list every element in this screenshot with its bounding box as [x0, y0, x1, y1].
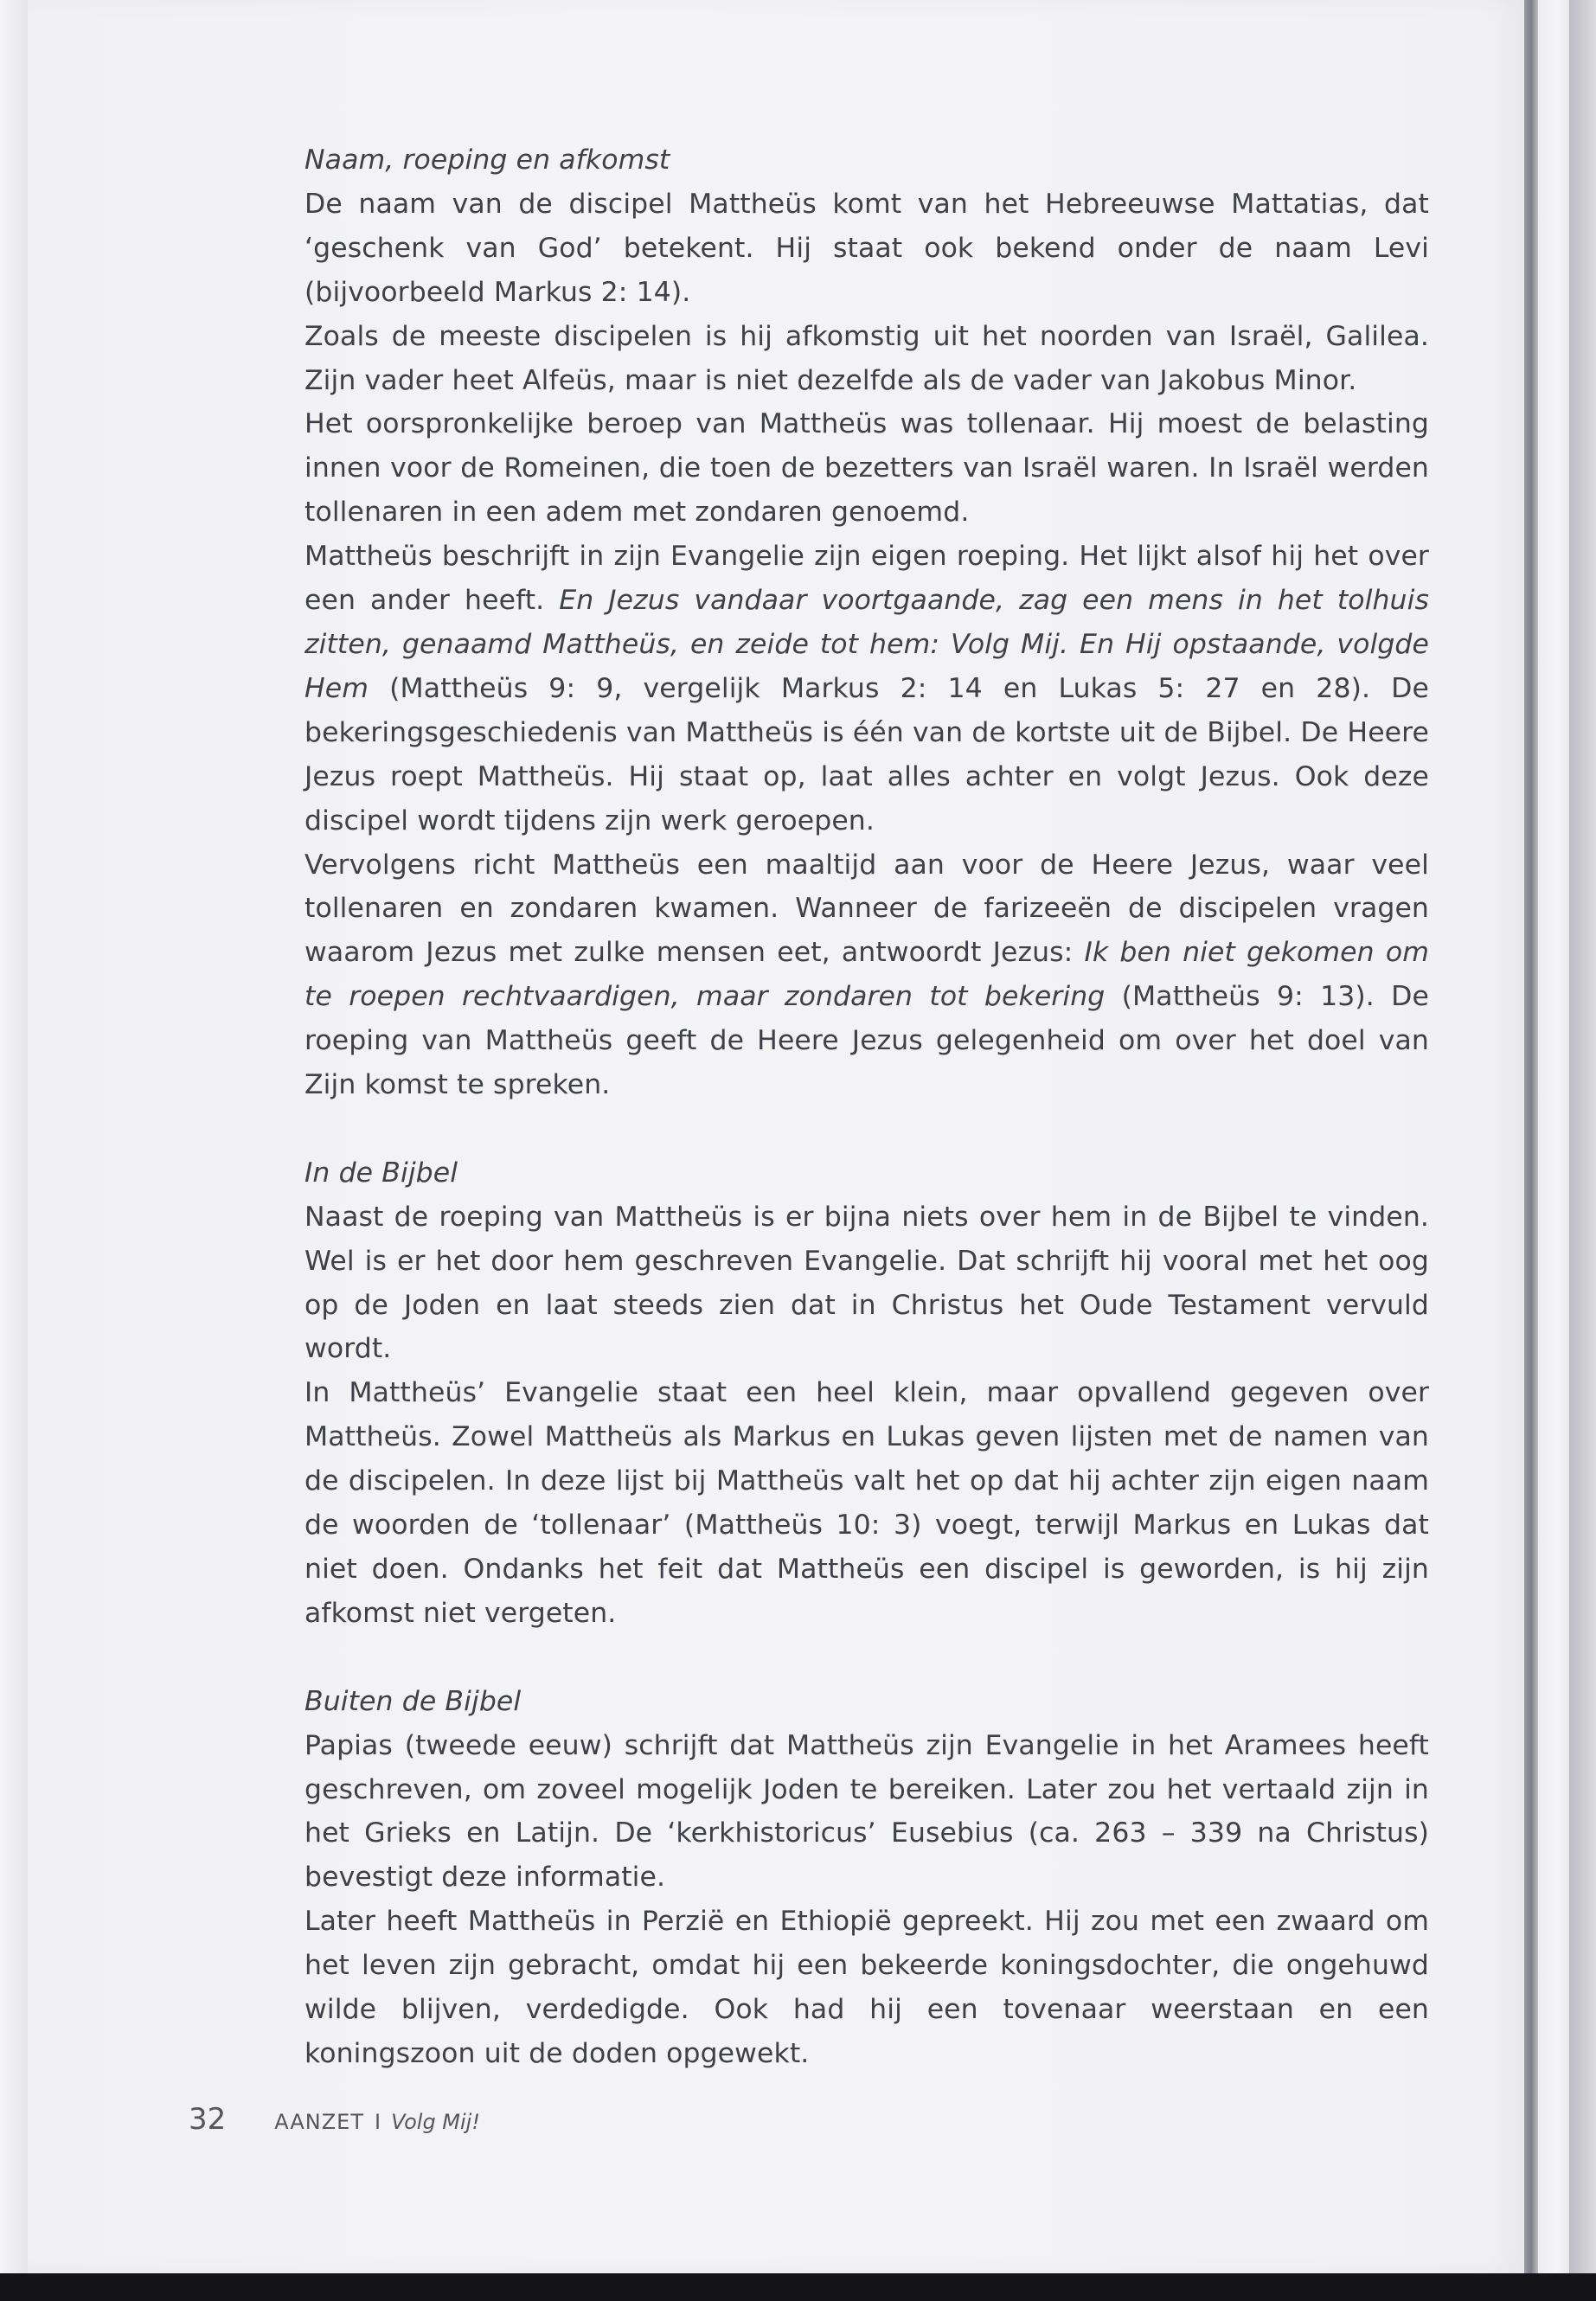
paragraph-text: Vervolgens richt Mattheüs een maaltijd aan voor de Heere Jezus, waar veel tollenaren en zondaren kwamen. Wanneer de farizeeën de discipelen vragen waarom Jezus met zulke mensen eet, antwoordt Jezus: — [304, 849, 1429, 969]
paragraph: De naam van de discipel Mattheüs komt van het Hebreeuwse Mattatias, dat ‘geschenk van God’ betekent. Hij staat ook bekend onder de naam Levi (bijvoorbeeld Markus 2: 14). — [304, 188, 1429, 308]
paragraph: Naast de roeping van Mattheüs is er bijna niets over hem in de Bijbel te vinden. Wel is er het door hem geschreven Evangelie. Dat schrijft hij vooral met het oog op de Joden en laat steeds zien dat in Christus het Oude Testament vervuld wordt. — [304, 1201, 1429, 1365]
page-footer — [189, 2102, 480, 2137]
publication-name: AANZET — [274, 2110, 364, 2134]
series-title: Volg Mij! — [391, 2110, 480, 2134]
book-spine — [1538, 0, 1569, 2301]
book-cover-edge — [1569, 0, 1596, 2301]
section-naam-roeping-afkomst — [304, 138, 1429, 1107]
page-number: 32 — [189, 2102, 227, 2137]
section-in-de-bijbel — [304, 1151, 1429, 1636]
page-body — [304, 138, 1429, 2076]
section-gap — [304, 1636, 1429, 1680]
paragraph: In Mattheüs’ Evangelie staat een heel klein, maar opvallend gegeven over Mattheüs. Zowel Mattheüs als Markus en Lukas geven lijsten met de namen van de discipelen. In deze lijst bij Mattheüs valt het op dat hij achter zijn eigen naam de woorden de ‘tollenaar’ (Mattheüs 10: 3) voegt, terwijl Markus en Lukas dat niet doen. Ondanks het feit dat Mattheüs een discipel is geworden, is hij zijn afkomst niet vergeten. — [304, 1377, 1429, 1629]
section-heading: In de Bijbel — [304, 1157, 458, 1189]
paragraph: Het oorspronkelijke beroep van Mattheüs was tollenaar. Hij moest de belasting innen voor de Romeinen, die toen de bezetters van Israël waren. In Israël werden tollenaren in een adem met zondaren genoemd. — [304, 408, 1429, 529]
paragraph-with-quote — [304, 535, 1429, 843]
paragraph: Papias (tweede eeuw) schrijft dat Mattheüs zijn Evangelie in het Aramees heeft geschreven, om zoveel mogelijk Joden te bereiken. Later zou het vertaald zijn in het Grieks en Latijn. De ‘kerkhistoricus’ Eusebius (ca. 263 – 339 na Christus) bevestigt deze informatie. — [304, 1729, 1429, 1894]
section-heading: Buiten de Bijbel — [304, 1685, 522, 1717]
paragraph: Zoals de meeste discipelen is hij afkomstig uit het noorden van Israël, Galilea. Zijn vader heet Alfeüs, maar is niet dezelfde als de vader van Jakobus Minor. — [304, 320, 1429, 396]
bible-quote: En Jezus vandaar voortgaande, zag een mens in het tolhuis zitten, genaamd Mattheüs, en zeide tot hem: Volg Mij. En Hij opstaande, volgde Hem — [304, 585, 1429, 704]
page-left-margin — [0, 0, 28, 2301]
paragraph: Later heeft Mattheüs in Perzië en Ethiopië gepreekt. Hij zou met een zwaard om het leven zijn gebracht, omdat hij een bekeerde koningsdochter, die ongehuwd wilde blijven, verdedigde. Ook had hij een tovenaar weerstaan en een koningszoon uit de doden opgewekt. — [304, 1906, 1429, 2069]
paragraph-text: (Mattheüs 9: 9, vergelijk Markus 2: 14 en Lukas 5: 27 en 28). De bekeringsgeschiedenis van Mattheüs is één van de kortste uit de Bijbel. De Heere Jezus roept Mattheüs. Hij staat op, laat alles achter en volgt Jezus. Ook deze discipel wordt tijdens zijn werk geroepen. — [304, 672, 1429, 836]
paragraph-with-quote — [304, 843, 1429, 1107]
footer-separator: I — [375, 2110, 381, 2134]
scan-bottom-border — [0, 2273, 1596, 2301]
section-gap — [304, 1107, 1429, 1151]
paragraph-text: (Mattheüs 9: 13). De roeping van Mattheüs geeft de Heere Jezus gelegenheid om over het doel van Zijn komst te spreken. — [304, 981, 1429, 1101]
book-spine-shadow — [1524, 0, 1538, 2301]
paragraph-text: Mattheüs beschrijft in zijn Evangelie zijn eigen roeping. Het lijkt alsof hij het over een ander heeft. — [304, 541, 1429, 617]
section-heading: Naam, roeping en afkomst — [304, 144, 670, 176]
section-buiten-de-bijbel — [304, 1680, 1429, 2076]
bible-quote: Ik ben niet gekomen om te roepen rechtvaardigen, maar zondaren tot bekering — [304, 937, 1429, 1013]
